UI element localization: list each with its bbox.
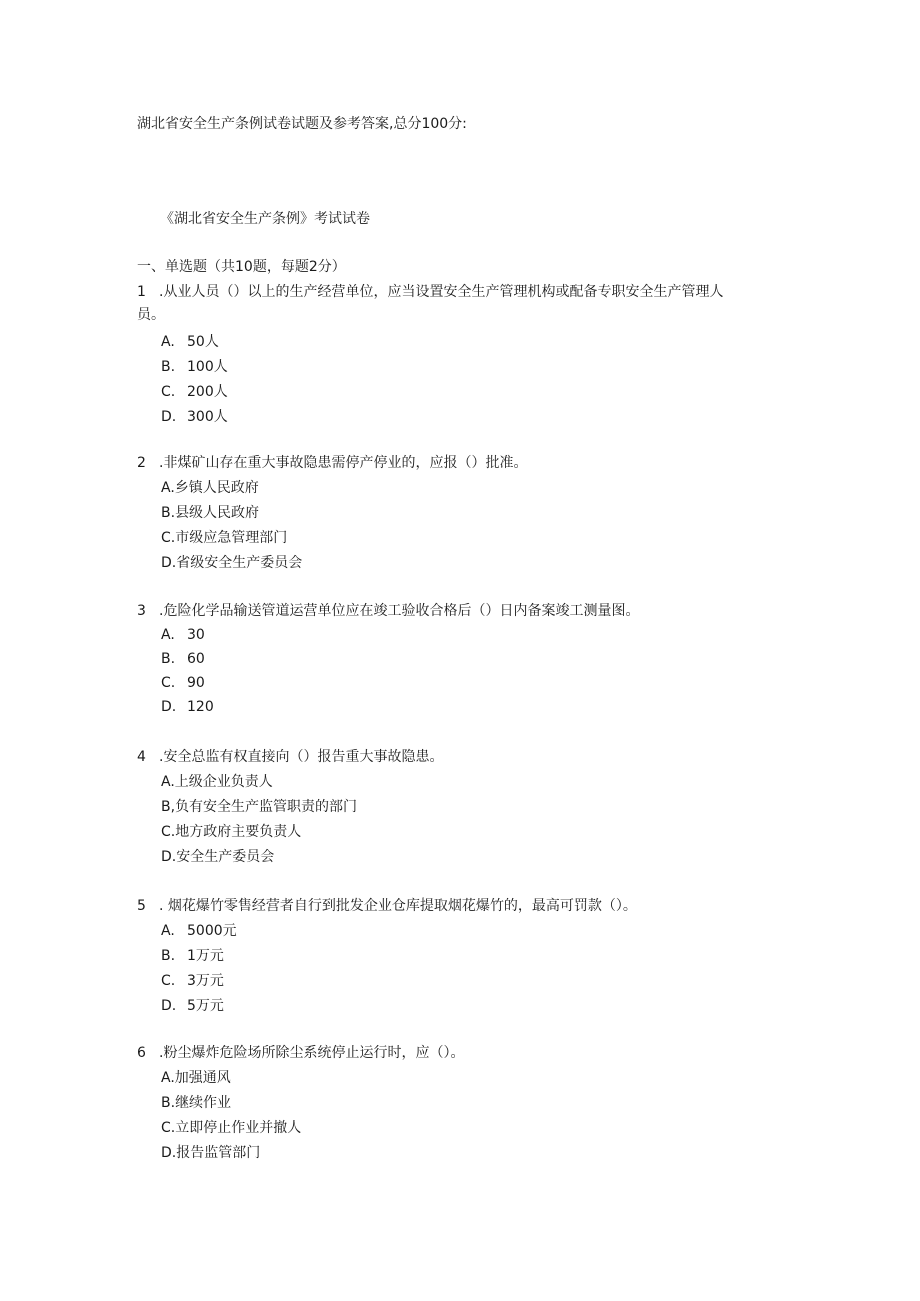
option-key: D. (161, 699, 177, 715)
question-5 (137, 895, 797, 1019)
option-text: 立即停止作业并撤人 (175, 1120, 302, 1136)
question-text: .危险化学品输送管道运营单位应在竣工验收合格后（）日内备案竣工测量图。 (159, 603, 640, 619)
option-key: A. (161, 627, 175, 643)
option-text: 90 (187, 675, 205, 691)
question-1 (137, 281, 797, 430)
question-number: 4 (137, 749, 146, 765)
option-key: C. (161, 973, 176, 989)
option-a (137, 330, 797, 355)
question-stem (137, 895, 797, 918)
question-text: . 烟花爆竹零售经营者自行到批发企业仓库提取烟花爆竹的，最高可罚款（）。 (159, 898, 637, 914)
option-text: 300人 (187, 409, 228, 425)
option-text: 60 (187, 651, 205, 667)
option-key: B, (161, 799, 176, 815)
option-key: B. (161, 359, 176, 375)
option-b (137, 647, 797, 671)
option-key: A. (161, 480, 175, 496)
option-key: C. (161, 384, 176, 400)
option-key: D. (161, 409, 177, 425)
question-2 (137, 452, 797, 576)
question-6 (137, 1042, 797, 1166)
question-text: .非煤矿山存在重大事故隐患需停产停业的，应报（）批准。 (159, 455, 528, 471)
option-a (137, 476, 797, 501)
question-number: 5 (137, 898, 146, 914)
option-a (137, 1066, 797, 1091)
option-c (137, 526, 797, 551)
option-key: D. (161, 849, 177, 865)
option-text: 50人 (187, 334, 219, 350)
question-stem (137, 746, 797, 769)
option-key: B. (161, 1095, 176, 1111)
question-text: .粉尘爆炸危险场所除尘系统停止运行时，应（）。 (159, 1045, 465, 1061)
option-key: C. (161, 530, 176, 546)
option-text: 县级人民政府 (175, 505, 260, 521)
option-list (137, 1066, 797, 1166)
option-list (137, 623, 797, 719)
option-key: B. (161, 948, 176, 964)
option-text: 继续作业 (175, 1095, 232, 1111)
option-key: A. (161, 923, 175, 939)
option-a (137, 623, 797, 647)
option-c (137, 671, 797, 695)
option-b (137, 355, 797, 380)
option-b (137, 944, 797, 969)
option-text: 乡镇人民政府 (174, 480, 259, 496)
section-title: 一、单选题（共10题，每题2分） (137, 259, 346, 275)
option-text: 安全生产委员会 (176, 849, 275, 865)
option-b (137, 1091, 797, 1116)
option-b (137, 501, 797, 526)
exam-title: 《湖北省安全生产条例》考试试卷 (160, 211, 370, 227)
question-text: .从业人员（）以上的生产经营单位，应当设置安全生产管理机构或配备专职安全生产管理人 (159, 284, 724, 300)
question-text-continued: 员。 (137, 307, 165, 323)
option-c (137, 380, 797, 405)
option-text: 3万元 (187, 973, 224, 989)
option-d (137, 551, 797, 576)
option-d (137, 994, 797, 1019)
option-key: A. (161, 774, 175, 790)
option-list (137, 770, 797, 870)
option-key: D. (161, 998, 177, 1014)
question-number: 1 (137, 284, 146, 300)
option-key: C. (161, 824, 176, 840)
option-c (137, 969, 797, 994)
question-number: 2 (137, 455, 146, 471)
option-text: 120 (187, 699, 214, 715)
option-text: 上级企业负责人 (174, 774, 273, 790)
document-heading: 湖北省安全生产条例试卷试题及参考答案,总分100分: (137, 116, 467, 132)
question-4 (137, 746, 797, 870)
option-list (137, 330, 797, 430)
question-stem (137, 600, 797, 623)
option-key: B. (161, 651, 176, 667)
option-a (137, 919, 797, 944)
option-key: A. (161, 1070, 175, 1086)
option-text: 1万元 (187, 948, 224, 964)
question-text: .安全总监有权直接向（）报告重大事故隐患。 (159, 749, 444, 765)
option-b (137, 795, 797, 820)
question-number: 6 (137, 1045, 146, 1061)
option-text: 市级应急管理部门 (175, 530, 288, 546)
question-3 (137, 600, 797, 719)
option-text: 5万元 (187, 998, 224, 1014)
option-text: 负有安全生产监管职责的部门 (175, 799, 358, 815)
option-a (137, 770, 797, 795)
option-text: 30 (187, 627, 205, 643)
option-key: D. (161, 1145, 177, 1161)
question-stem (137, 452, 797, 475)
option-key: A. (161, 334, 175, 350)
question-stem (137, 281, 797, 327)
option-key: C. (161, 675, 176, 691)
option-key: D. (161, 555, 177, 571)
option-d (137, 695, 797, 719)
option-text: 加强通风 (174, 1070, 231, 1086)
option-text: 地方政府主要负责人 (175, 824, 302, 840)
option-key: B. (161, 505, 176, 521)
option-list (137, 919, 797, 1019)
option-d (137, 405, 797, 430)
option-c (137, 820, 797, 845)
option-key: C. (161, 1120, 176, 1136)
option-d (137, 1141, 797, 1166)
question-number: 3 (137, 603, 146, 619)
option-c (137, 1116, 797, 1141)
option-text: 5000元 (187, 923, 237, 939)
option-text: 200人 (187, 384, 228, 400)
option-d (137, 845, 797, 870)
option-text: 报告监管部门 (176, 1145, 261, 1161)
option-text: 省级安全生产委员会 (176, 555, 303, 571)
question-stem (137, 1042, 797, 1065)
option-list (137, 476, 797, 576)
option-text: 100人 (187, 359, 228, 375)
